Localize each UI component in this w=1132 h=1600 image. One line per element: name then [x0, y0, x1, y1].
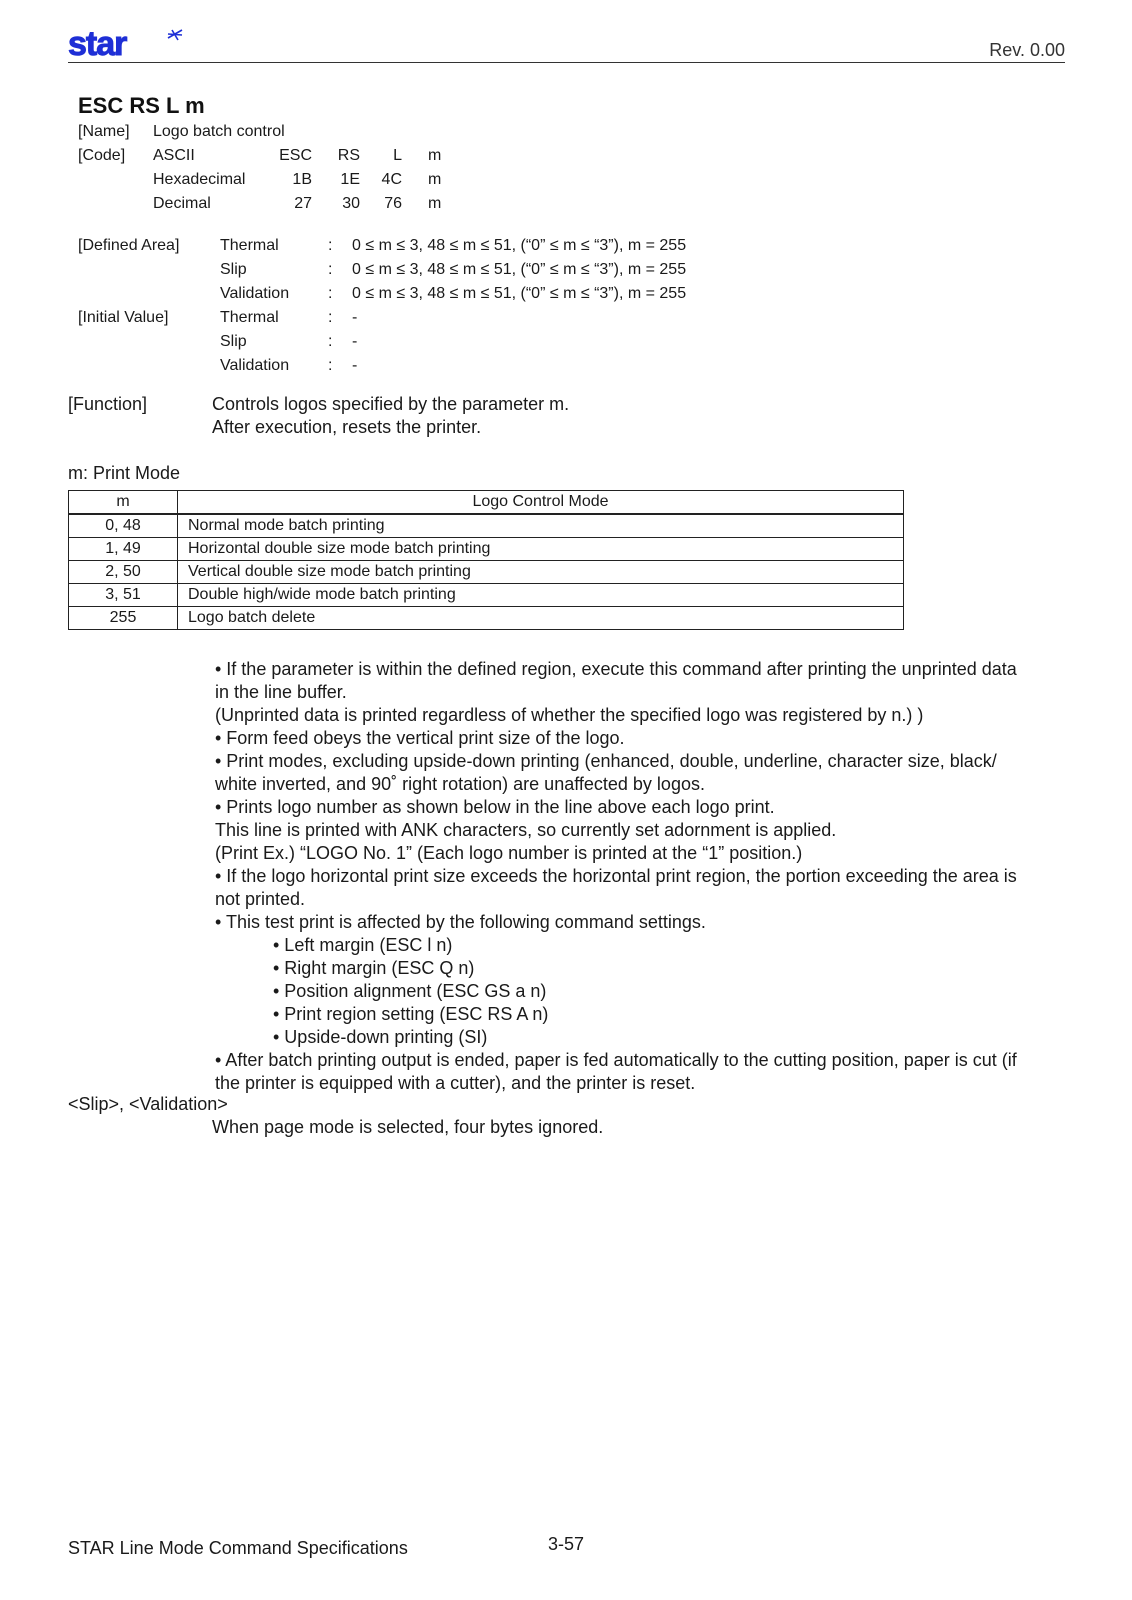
- column-header-m: m: [69, 491, 178, 515]
- name-label: [Name]: [78, 123, 130, 140]
- column-header-mode: Logo Control Mode: [178, 491, 904, 515]
- initial-value: -: [352, 309, 358, 326]
- cell-m: 0, 48: [69, 514, 178, 538]
- cell-mode: Horizontal double size mode batch printing: [178, 538, 904, 561]
- cell-mode: Logo batch delete: [178, 607, 904, 630]
- slip-validation-text: When page mode is selected, four bytes ignored.: [212, 1117, 604, 1137]
- separator: :: [328, 309, 333, 326]
- cell-m: 3, 51: [69, 584, 178, 607]
- defined-area-mode: Slip: [220, 261, 247, 278]
- note-line: • After batch printing output is ended, paper is fed automatically to the cutting position, paper is cut (if: [215, 1050, 1017, 1070]
- print-mode-table: [68, 490, 904, 630]
- code-label: [Code]: [78, 147, 126, 164]
- function-line: Controls logos specified by the parameter m.: [212, 394, 570, 414]
- initial-value: -: [352, 357, 358, 374]
- code-cell: m: [428, 171, 442, 188]
- note-line: in the line buffer.: [215, 682, 347, 702]
- note-line: This line is printed with ANK characters, so currently set adornment is applied.: [215, 820, 837, 840]
- code-cell: m: [428, 147, 442, 164]
- note-line: (Print Ex.) “LOGO No. 1” (Each logo number is printed at the “1” position.): [215, 843, 803, 863]
- defined-area-mode: Validation: [220, 285, 290, 302]
- note-line: the printer is equipped with a cutter), and the printer is reset.: [215, 1073, 696, 1093]
- note-line: • Prints logo number as shown below in the line above each logo print.: [215, 797, 775, 817]
- defined-area-range: 0 ≤ m ≤ 3, 48 ≤ m ≤ 51, (“0” ≤ m ≤ “3”), m = 255: [352, 261, 687, 278]
- table-row: [69, 538, 904, 561]
- cell-mode: Normal mode batch printing: [178, 514, 904, 538]
- setting-line: • Upside-down printing (SI): [273, 1027, 488, 1047]
- name-value: Logo batch control: [153, 123, 285, 140]
- defined-area-range: 0 ≤ m ≤ 3, 48 ≤ m ≤ 51, (“0” ≤ m ≤ “3”), m = 255: [352, 285, 687, 302]
- note-line: • Form feed obeys the vertical print size of the logo.: [215, 728, 625, 748]
- code-row-label: Hexadecimal: [153, 171, 246, 188]
- revision-label: Rev. 0.00: [989, 40, 1065, 60]
- code-cell: L: [393, 147, 402, 164]
- initial-value-mode: Slip: [220, 333, 247, 350]
- setting-line: • Position alignment (ESC GS a n): [273, 981, 547, 1001]
- separator: :: [328, 333, 333, 350]
- setting-line: • Print region setting (ESC RS A n): [273, 1004, 549, 1024]
- code-cell: 1E: [340, 171, 360, 188]
- defined-area-range: 0 ≤ m ≤ 3, 48 ≤ m ≤ 51, (“0” ≤ m ≤ “3”), m = 255: [352, 237, 687, 254]
- note-line: (Unprinted data is printed regardless of whether the specified logo was registered by n.) ): [215, 705, 924, 725]
- function-label: [Function]: [68, 394, 148, 414]
- code-row-label: Decimal: [153, 195, 211, 212]
- cell-mode: Double high/wide mode batch printing: [178, 584, 904, 607]
- initial-value-mode: Validation: [220, 357, 290, 374]
- separator: :: [328, 261, 333, 278]
- logo-star-mark-icon: [168, 30, 182, 40]
- initial-value-mode: Thermal: [220, 309, 279, 326]
- logo-text: star: [68, 26, 127, 62]
- table-header-row: [69, 491, 904, 515]
- defined-area-label: [Defined Area]: [78, 237, 180, 254]
- code-cell: m: [428, 195, 442, 212]
- separator: :: [328, 285, 333, 302]
- table-row: [69, 584, 904, 607]
- code-cell: ESC: [279, 147, 312, 164]
- note-line: • Print modes, excluding upside-down printing (enhanced, double, underline, character size, black/: [215, 751, 997, 771]
- note-line: white inverted, and 90˚ right rotation) are unaffected by logos.: [215, 774, 705, 794]
- setting-line: • Left margin (ESC l n): [273, 935, 453, 955]
- setting-line: • Right margin (ESC Q n): [273, 958, 475, 978]
- note-line: • This test print is affected by the following command settings.: [215, 912, 706, 932]
- cell-m: 2, 50: [69, 561, 178, 584]
- footer-title: STAR Line Mode Command Specifications: [68, 1538, 408, 1558]
- code-cell: RS: [337, 147, 360, 164]
- function-line: After execution, resets the printer.: [212, 417, 482, 437]
- star-logo: [68, 26, 184, 62]
- code-cell: 4C: [381, 171, 402, 188]
- separator: :: [328, 237, 333, 254]
- notes-block: [215, 658, 1070, 1095]
- command-title: ESC RS L m: [78, 93, 205, 118]
- note-line: not printed.: [215, 889, 306, 909]
- print-mode-caption: m: Print Mode: [68, 463, 181, 483]
- note-line: • If the parameter is within the defined region, execute this command after printing the unprinted data: [215, 659, 1017, 679]
- separator: :: [328, 357, 333, 374]
- defined-area-mode: Thermal: [220, 237, 279, 254]
- slip-validation-heading: <Slip>, <Validation>: [68, 1094, 228, 1114]
- page-number: 3-57: [548, 1534, 585, 1554]
- note-line: • If the logo horizontal print size exceeds the horizontal print region, the portion exceeding the area is: [215, 866, 1017, 886]
- table-row: [69, 561, 904, 584]
- code-cell: 30: [342, 195, 360, 212]
- cell-m: 1, 49: [69, 538, 178, 561]
- code-cell: 76: [384, 195, 402, 212]
- cell-m: 255: [69, 607, 178, 630]
- code-cell: 1B: [292, 171, 312, 188]
- initial-value-label: [Initial Value]: [78, 309, 169, 326]
- cell-mode: Vertical double size mode batch printing: [178, 561, 904, 584]
- initial-value: -: [352, 333, 358, 350]
- code-row-label: ASCII: [153, 147, 195, 164]
- table-row: [69, 607, 904, 630]
- code-cell: 27: [294, 195, 312, 212]
- header-rule: [68, 62, 1065, 63]
- table-row: [69, 514, 904, 538]
